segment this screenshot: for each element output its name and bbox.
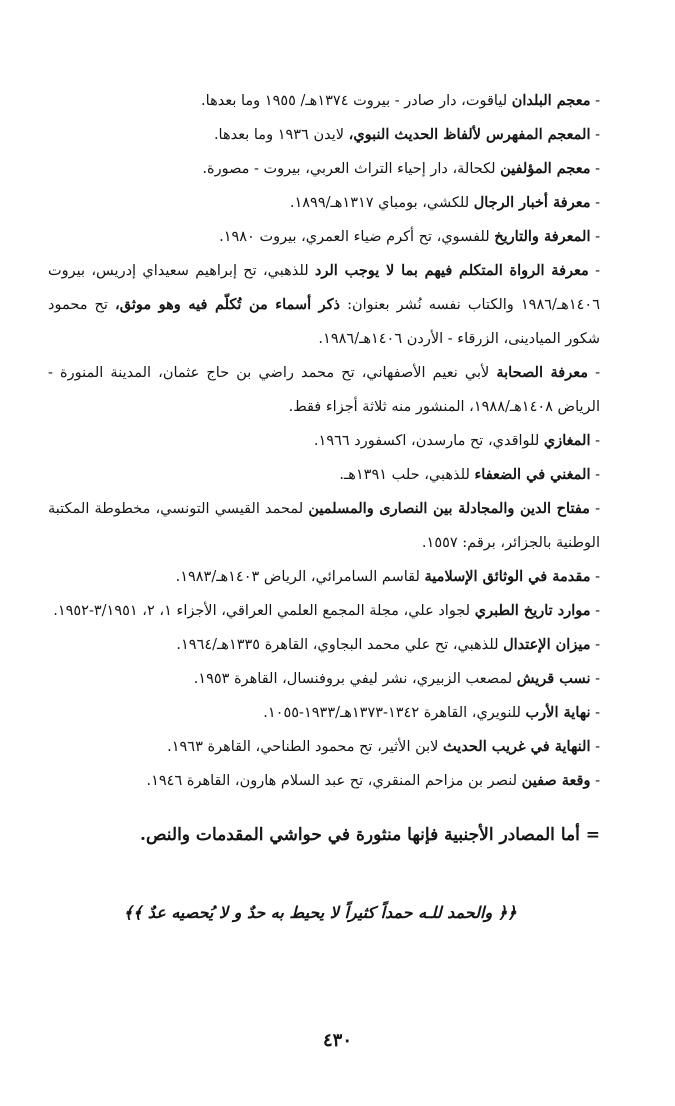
entry-details: للنويري، القاهرة ١٣٤٢-١٣٧٣هـ/١٩٣٣-١٠٥٥. xyxy=(263,705,526,721)
entry-alt-details: تح محمود شكور الميادينى، الزرقاء - الأردن ١٤٠٦هـ/١٩٨٦. xyxy=(48,297,600,347)
bibliography-entry: - معجم البلدان لياقوت، دار صادر - بيروت ١٣٧٤هـ/ ١٩٥٥ وما بعدها. xyxy=(201,92,600,109)
entry-title: المعرفة والتاريخ xyxy=(494,228,591,245)
entry-title: المغازي xyxy=(543,432,591,449)
entry-details: للواقدي، تح مارسدن، اكسفورد ١٩٦٦. xyxy=(313,433,544,449)
entry-details: لجواد علي، مجلة المجمع العلمي العراقي، الأجزاء ١، ٢، ٣/١٩٥١-١٩٥٢. xyxy=(53,603,475,619)
bibliography-entry: - معجم المؤلفين لكحالة، دار إحياء التراث العربي، بيروت - مصورة. xyxy=(202,160,600,177)
entry-details: لمصعب الزبيري، نشر ليفي بروفنسال، القاهرة ١٩٥٣. xyxy=(193,671,517,687)
bibliography-entry: - وقعة صفين لنصر بن مزاحم المنقري، تح عبد السلام هارون، القاهرة ١٩٤٦. xyxy=(146,772,600,789)
bibliography-entry: - المغني في الضعفاء للذهبي، حلب ١٣٩١هـ. xyxy=(339,466,600,483)
bibliography-entry: - المعرفة والتاريخ للفسوي، تح أكرم ضياء العمري، بيروت ١٩٨٠. xyxy=(219,228,600,245)
entry-title: معرفة الرواة المتكلم فيهم بما لا يوجب الرد xyxy=(314,262,589,279)
closing-doxology: ﴿﴿ والحمد للـه حمداً كثيراً لا يحيط به حدٌ و لا يُحصيه عدٌ ﴾﴾ xyxy=(123,903,517,922)
bibliography-entry: - موارد تاريخ الطبري لجواد علي، مجلة المجمع العلمي العراقي، الأجزاء ١، ٢، ٣/١٩٥١-١٩٥٢. xyxy=(53,602,600,619)
entry-title: وقعة صفين xyxy=(521,772,591,789)
bibliography-list xyxy=(48,84,600,798)
entry-title: المغني في الضعفاء xyxy=(474,466,591,483)
entry-title: معجم البلدان xyxy=(511,92,591,109)
bibliography-entry: - مقدمة في الوثائق الإسلامية لقاسم السامرائي، الرياض ١٤٠٣هـ/١٩٨٣. xyxy=(175,568,600,585)
page-number: ٤٣٠ xyxy=(322,1030,352,1051)
entry-title: نسب قريش xyxy=(516,670,591,687)
entry-details: للذهبي، تح إبراهيم سعيداي إدريس، بيروت ١٤٠٦هـ/١٩٨٦ والكتاب نفسه نُشر بعنوان: xyxy=(48,263,600,313)
entry-details: لابن الأثير، تح محمود الطناحي، القاهرة ١٩٦٣. xyxy=(167,739,444,755)
entry-details: لمحمد القيسي التونسي، مخطوطة المكتبة الوطنية بالجزائر، برقم: ١٥٥٧. xyxy=(48,501,600,551)
entry-details: لايدن ١٩٣٦ وما بعدها. xyxy=(213,127,349,143)
entry-title: نهاية الأرب xyxy=(525,704,591,721)
entry-title: مقدمة في الوثائق الإسلامية xyxy=(424,568,591,585)
entry-details: لقاسم السامرائي، الرياض ١٤٠٣هـ/١٩٨٣. xyxy=(175,569,425,585)
bibliography-entry: - معرفة الرواة المتكلم فيهم بما لا يوجب الرد للذهبي، تح إبراهيم سعيداي إدريس، بيروت ١٤٠٦هـ/١٩٨٦ والكتاب نفسه نُشر بعنوان: ذكر أسماء من تُكلّم فيه وهو موثق، تح محمود شكور الميادينى، الزرقاء - الأردن ١٤٠٦هـ/١٩٨٦. xyxy=(48,262,600,347)
entry-details: لنصر بن مزاحم المنقري، تح عبد السلام هارون، القاهرة ١٩٤٦. xyxy=(146,773,522,789)
bibliography-entry: - ميزان الإعتدال للذهبي، تح علي محمد البجاوي، القاهرة ١٣٣٥هـ/١٩٦٤. xyxy=(176,636,600,653)
entry-title: النهاية في غريب الحديث xyxy=(443,738,591,755)
entry-details: لكحالة، دار إحياء التراث العربي، بيروت - مصورة. xyxy=(202,161,501,177)
entry-details: للذهبي، حلب ١٣٩١هـ. xyxy=(339,467,475,483)
bibliography-entry: - المغازي للواقدي، تح مارسدن، اكسفورد ١٩٦٦. xyxy=(313,432,600,449)
entry-alt-title: ذكر أسماء من تُكلّم فيه وهو موثق، xyxy=(115,296,340,313)
entry-details: للذهبي، تح علي محمد البجاوي، القاهرة ١٣٣٥هـ/١٩٦٤. xyxy=(176,637,504,653)
entry-title: مفتاح الدين والمجادلة بين النصارى والمسلمين xyxy=(308,500,590,517)
bibliography-entry: - النهاية في غريب الحديث لابن الأثير، تح محمود الطناحي، القاهرة ١٩٦٣. xyxy=(167,738,600,755)
entry-title: المعجم المفهرس لألفاظ الحديث النبوي، xyxy=(348,126,591,143)
bibliography-entry: - المعجم المفهرس لألفاظ الحديث النبوي، لايدن ١٩٣٦ وما بعدها. xyxy=(213,126,600,143)
entry-details: لأبي نعيم الأصفهاني، تح محمد راضي بن حاج عثمان، المدينة المنورة - الرياض ١٤٠٨هـ/١٩٨٨، المنشور منه ثلاثة أجزاء فقط. xyxy=(48,365,600,415)
entry-details: للكشي، بومباي ١٣١٧هـ/١٨٩٩. xyxy=(289,195,474,211)
entry-details: لياقوت، دار صادر - بيروت ١٣٧٤هـ/ ١٩٥٥ وما بعدها. xyxy=(201,93,512,109)
entry-details: للفسوي، تح أكرم ضياء العمري، بيروت ١٩٨٠. xyxy=(219,229,495,245)
bibliography-entry: - نسب قريش لمصعب الزبيري، نشر ليفي بروفنسال، القاهرة ١٩٥٣. xyxy=(193,670,600,687)
entry-title: موارد تاريخ الطبري xyxy=(474,602,591,619)
bibliography-entry: - معرفة الصحابة لأبي نعيم الأصفهاني، تح محمد راضي بن حاج عثمان، المدينة المنورة - الرياض ١٤٠٨هـ/١٩٨٨، المنشور منه ثلاثة أجزاء فقط. xyxy=(48,364,601,415)
foreign-sources-note: = أما المصادر الأجنبية فإنها منثورة في حواشي المقدمات والنص. xyxy=(140,825,600,845)
bibliography-entry: - معرفة أخبار الرجال للكشي، بومباي ١٣١٧هـ/١٨٩٩. xyxy=(289,194,600,211)
entry-title: معرفة أخبار الرجال xyxy=(473,194,591,211)
entry-title: معجم المؤلفين xyxy=(500,160,591,177)
bibliography-entry: - نهاية الأرب للنويري، القاهرة ١٣٤٢-١٣٧٣هـ/١٩٣٣-١٠٥٥. xyxy=(263,704,600,721)
entry-title: ميزان الإعتدال xyxy=(503,636,591,653)
bibliography-entry: - مفتاح الدين والمجادلة بين النصارى والمسلمين لمحمد القيسي التونسي، مخطوطة المكتبة الوطنية بالجزائر، برقم: ١٥٥٧. xyxy=(48,500,600,551)
entry-title: معرفة الصحابة xyxy=(496,364,588,381)
